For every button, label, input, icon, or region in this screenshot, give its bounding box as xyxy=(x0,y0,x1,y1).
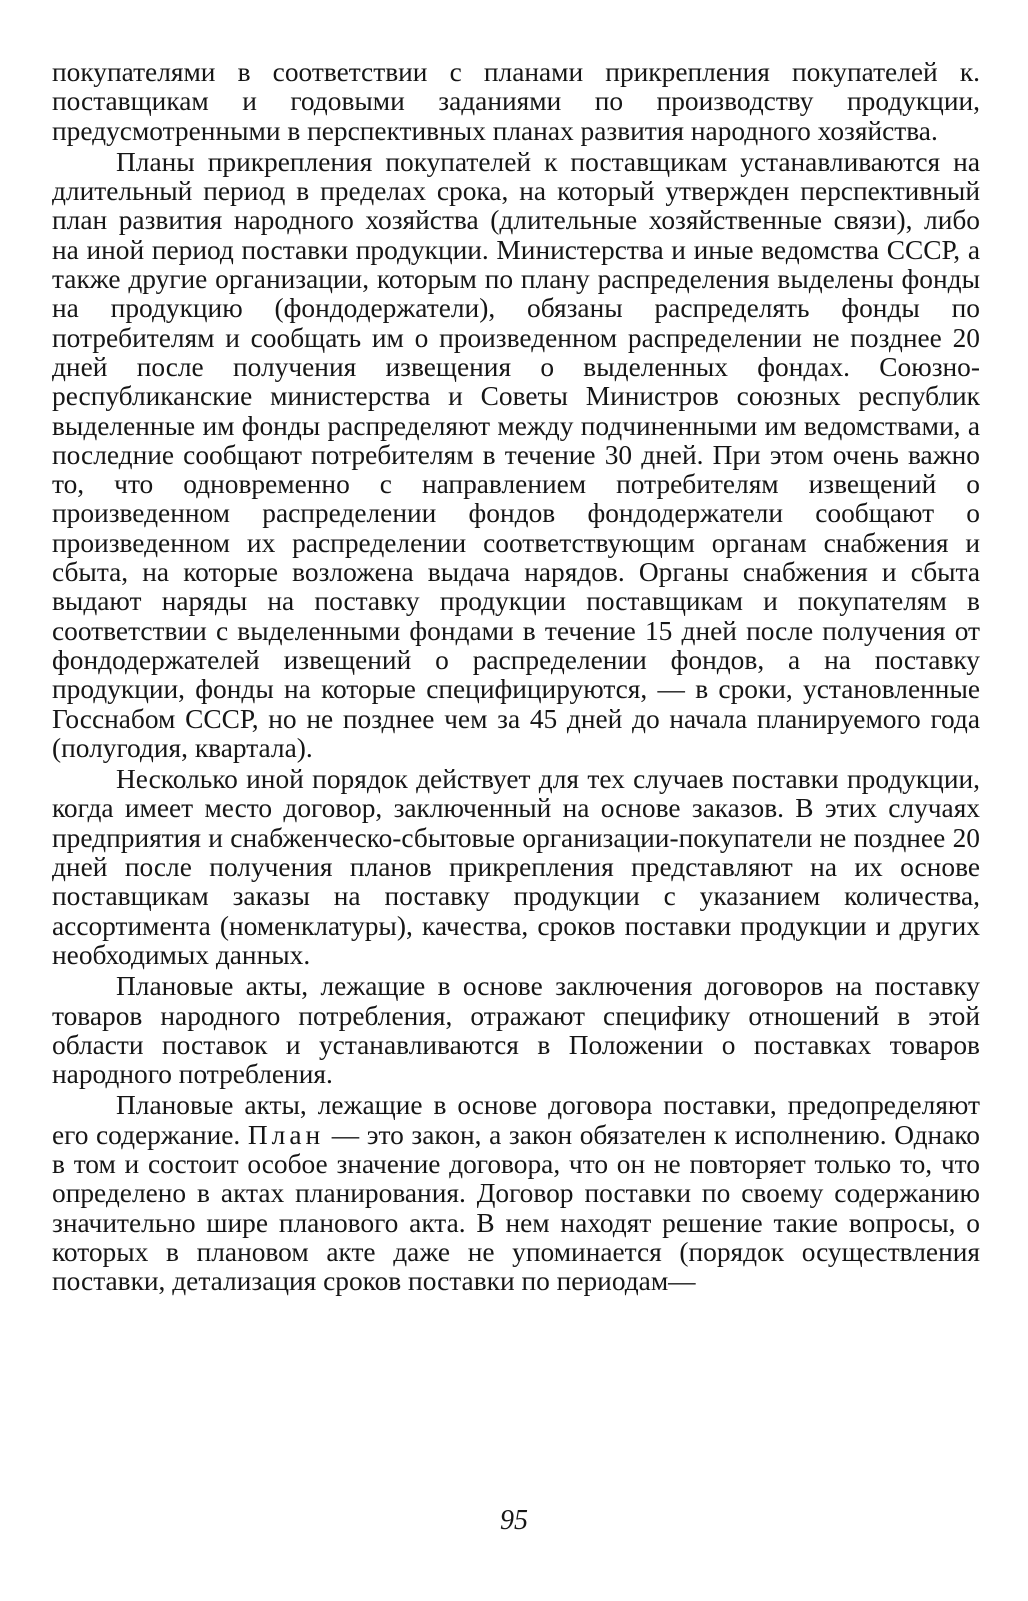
page-number: 95 xyxy=(500,1505,528,1536)
paragraph-5-start: Плановые акты, лежащие в основе договора поставки, предопределяют его содержание. xyxy=(52,1090,980,1150)
spaced-word-plan: План xyxy=(247,1119,325,1150)
paragraph-2: Планы прикрепления покупателей к поставщикам устанавливаются на длительный период в пределах срока, на который утвержден перспективный план развития народного хозяйства (длительные хозяйственные связи), либо на иной период поставки продукции. Министерства и иные ведомства СССР, а также другие организации, которым по плану распределения выделены фонды на продукцию (фондодержатели), обязаны распределять фонды по потребителям и сообщать им о произведенном распределении не позднее 20 дней после получения извещения о выделенных фондах. Союзно-республиканские министерства и Советы Министров союзных республик выделенные им фонды распределяют между подчиненными им ведомствами, а последние сообщают потребителям в течение 30 дней. При этом очень важно то, что одновременно с направлением потребителям извещений о произведенном распределении фондов фондодержатели сообщают о произведенном их распределении соответствующим органам снабжения и сбыта, на которые возложена выдача нарядов. Органы снабжения и сбыта выдают наряды на поставку продукции поставщикам и покупателям в соответствии с выделенными фондами в течение 15 дней после получения от фондодержателей извещений о распределении фондов, а на поставку продукции, фонды на которые специфицируются, — в сроки, установленные Госснабом СССР, но не позднее чем за 45 дней до начала планируемого года (полугодия, квартала). xyxy=(52,146,980,763)
paragraph-1: покупателями в соответствии с планами прикрепления покупателей к. поставщикам и годовыми заданиями по производству продукции, предусмотренными в перспективных планах развития народного хозяйства. xyxy=(52,57,980,146)
paragraph-3: Несколько иной порядок действует для тех случаев поставки продукции, когда имеет место договор, заключенный на основе заказов. В этих случаях предприятия и снабженческо-сбытовые организации-покупатели не позднее 20 дней после получения планов прикрепления представляют на их основе поставщикам заказы на поставку продукции с указанием количества, ассортимента (номенклатуры), качества, сроков поставки продукции и других необходимых данных. xyxy=(52,764,980,970)
paragraph-5-rest: — это закон, а закон обязателен к исполнению. Однако в том и состоит особое значение договора, что он не повторяет только то, что определено в актах планирования. Договор поставки по своему содержанию значительно шире планового акта. В нем находят решение такие вопросы, о которых в плановом акте даже не упоминается (порядок осуществления поставки, детализация сроков поставки по периодам— xyxy=(52,1119,980,1297)
paragraph-4: Плановые акты, лежащие в основе заключения договоров на поставку товаров народного потребления, отражают специфику отношений в этой области поставок и устанавливаются в Положении о поставках товаров народного потребления. xyxy=(52,971,980,1090)
paragraph-5 xyxy=(52,1091,980,1296)
page-body xyxy=(52,58,980,1296)
